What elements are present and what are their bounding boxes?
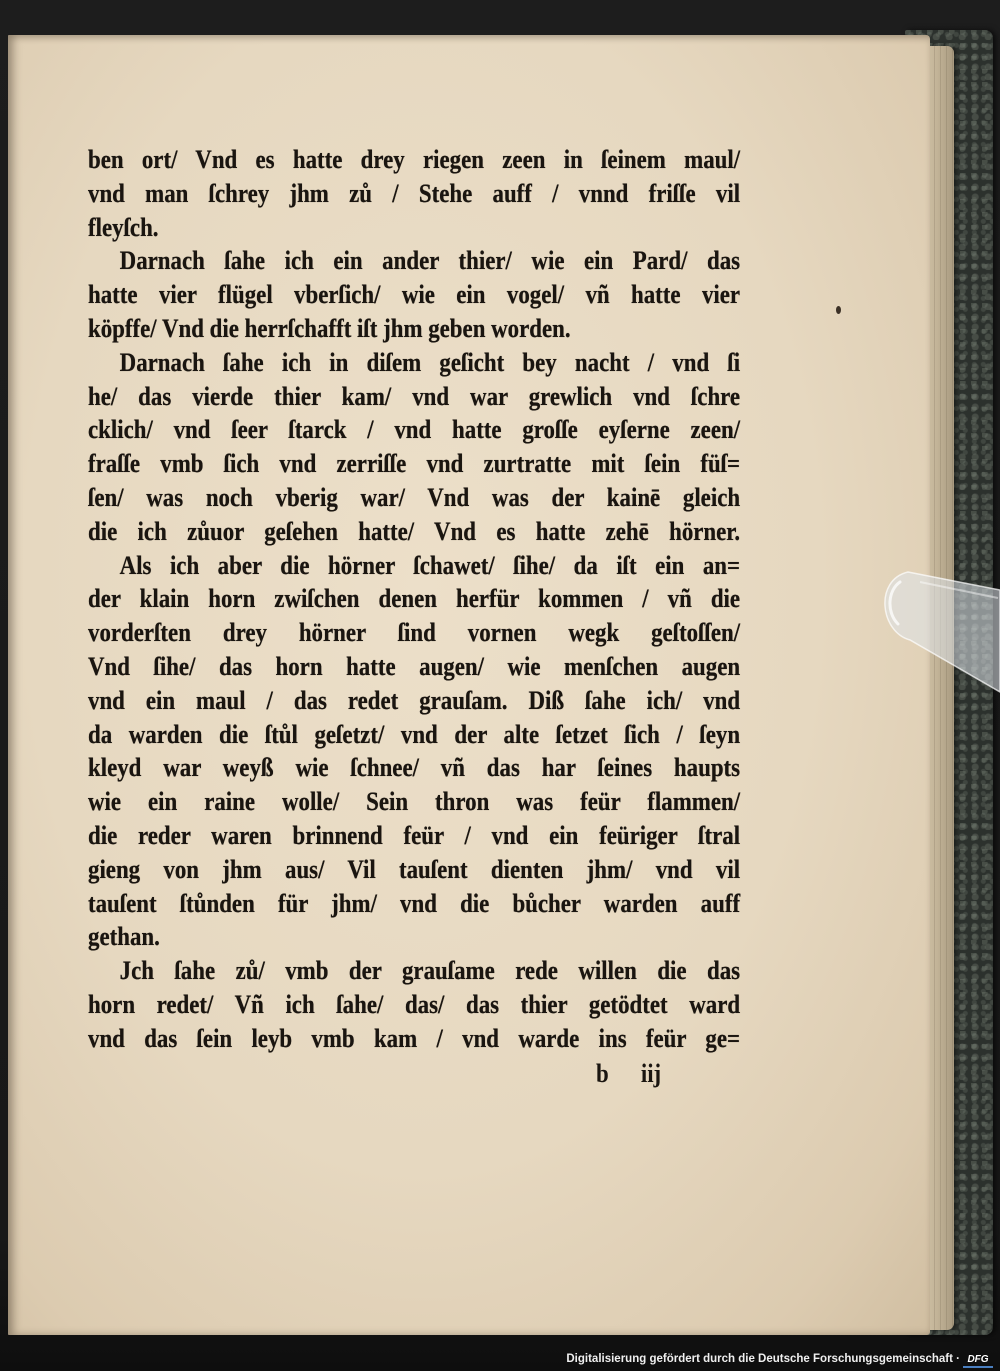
text-line: Vnd ſihe/ das horn hatte augen/ wie menſchen augen: [88, 651, 741, 681]
text-line: vnd ein maul / das redet grauſam. Diß ſahe ich/ vnd: [88, 685, 741, 715]
text-line: horn redet/ Vñ ich ſahe/ das/ das thier getödtet ward: [88, 989, 741, 1019]
text-line: vnd das ſein leyb vmb kam / vnd warde ins feür ge=: [88, 1023, 741, 1053]
text-line: köpffe/ Vnd die herrſchafft iſt jhm geben worden.: [88, 313, 571, 343]
text-line: vorderſten drey hörner ſind vornen wegk geſtoſſen/: [88, 618, 741, 648]
signature-mark: b iij: [596, 1059, 662, 1088]
text-line: vnd man ſchrey jhm zů / Stehe auff / vnnd friſſe vil: [88, 178, 741, 208]
text-line: tauſent ſtůnden für jhm/ vnd die bůcher warden auff: [88, 888, 741, 918]
text-line: fraſſe vmb ſich vnd zerriſſe vnd zurtratte mit ſein füſ=: [88, 449, 741, 479]
text-line: Jch ſahe zů/ vmb der grauſame rede willen die das: [119, 956, 741, 986]
plastic-clip: [870, 560, 1000, 695]
text-line: fleyſch.: [88, 212, 159, 242]
text-line: kleyd war weyß wie ſchnee/ vñ das har ſeines haupts: [88, 753, 741, 783]
text-line: hatte vier flügel vberſich/ wie ein vogel/ vñ hatte vier: [88, 280, 741, 310]
text-line: Darnach ſahe ich ein ander thier/ wie ein Pard/ das: [119, 246, 741, 276]
text-line: ben ort/ Vnd es hatte drey riegen zeen in ſeinem maul/: [88, 145, 741, 174]
dfg-logo: DFG: [963, 1353, 993, 1368]
text-line: die ich zůuor geſehen hatte/ Vnd es hatte zehē hörner.: [88, 516, 741, 546]
text-line: ſen/ was noch vberig war/ Vnd was der kainē gleich: [88, 482, 741, 512]
ink-spot: [836, 306, 841, 314]
text-line: he/ das vierde thier kam/ vnd war grewlich vnd ſchre: [88, 381, 741, 411]
text-block: [88, 143, 740, 1056]
text-line: cklich/ vnd ſeer ſtarck / vnd hatte groſſe eyſerne zeen/: [88, 415, 741, 445]
text-line: wie ein raine wolle/ Sein thron was feür flammen/: [88, 787, 741, 817]
text-line: Darnach ſahe ich in diſem geſicht bey nacht / vnd ſi: [119, 347, 741, 377]
text-line: der klain horn zwiſchen denen herfür kommen / vñ die: [88, 584, 741, 614]
text-line: die reder waren brinnend feür / vnd ein feüriger ſtral: [88, 820, 741, 850]
text-line: gieng von jhm aus/ Vil tauſent dienten jhm/ vnd vil: [88, 854, 741, 884]
text-line: da warden die ſtůl geſetzt/ vnd der alte ſetzet ſich / ſeyn: [88, 719, 741, 749]
digitization-credit: Digitalisierung gefördert durch die Deutsche Forschungsgemeinschaft ·: [566, 1353, 960, 1365]
text-line: gethan.: [88, 922, 160, 952]
text-line: Als ich aber die hörner ſchawet/ ſihe/ da iſt ein an=: [119, 550, 741, 580]
